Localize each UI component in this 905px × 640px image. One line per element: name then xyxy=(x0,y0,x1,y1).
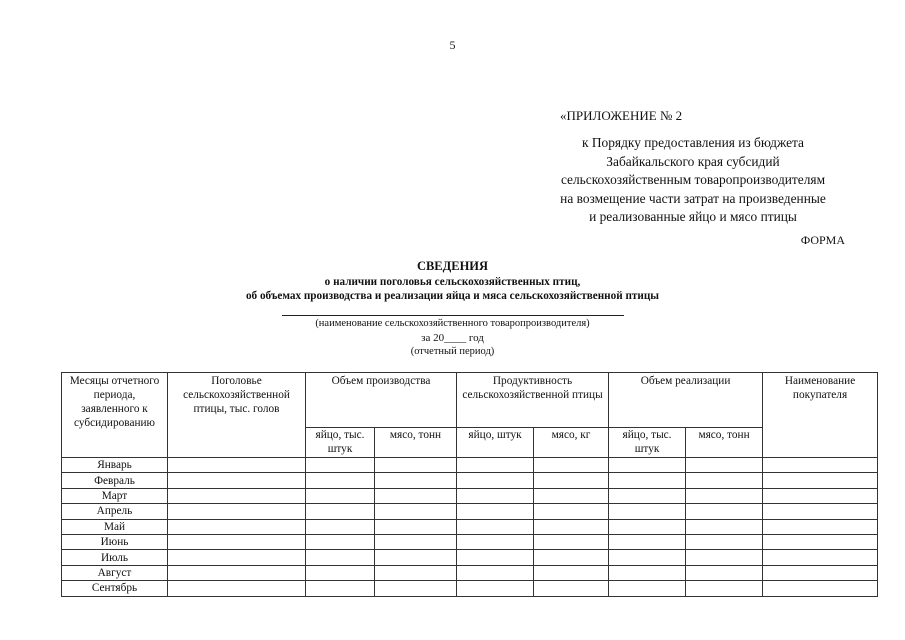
empty-cell xyxy=(609,565,686,580)
empty-cell xyxy=(609,504,686,519)
appendix-reference xyxy=(500,134,886,227)
empty-cell xyxy=(306,504,375,519)
month-cell: Июль xyxy=(62,550,168,565)
empty-cell xyxy=(168,534,306,549)
empty-cell xyxy=(534,458,609,473)
table-row xyxy=(62,519,878,534)
empty-cell xyxy=(168,488,306,503)
month-cell: Май xyxy=(62,519,168,534)
subheader-production-meat: мясо, тонн xyxy=(375,428,457,458)
empty-cell xyxy=(534,519,609,534)
month-cell: Июнь xyxy=(62,534,168,549)
empty-cell xyxy=(168,504,306,519)
empty-cell xyxy=(457,565,534,580)
empty-cell xyxy=(375,458,457,473)
empty-cell xyxy=(686,504,763,519)
month-cell: Январь xyxy=(62,458,168,473)
subheader-productivity-meat: мясо, кг xyxy=(534,428,609,458)
empty-cell xyxy=(763,550,878,565)
empty-cell xyxy=(306,519,375,534)
empty-cell xyxy=(763,519,878,534)
month-cell: Апрель xyxy=(62,504,168,519)
empty-cell xyxy=(609,550,686,565)
subtitle-line: об объемах производства и реализации яйца и мяса сельскохозяйственной птицы xyxy=(245,290,660,302)
empty-cell xyxy=(375,565,457,580)
header-buyer: Наименование покупателя xyxy=(763,373,878,458)
empty-cell xyxy=(686,458,763,473)
empty-cell xyxy=(168,581,306,596)
empty-cell xyxy=(609,473,686,488)
appendix-title: «ПРИЛОЖЕНИЕ № 2 xyxy=(560,108,683,123)
empty-cell xyxy=(375,473,457,488)
empty-cell xyxy=(168,473,306,488)
empty-cell xyxy=(457,488,534,503)
empty-cell xyxy=(763,565,878,580)
empty-cell xyxy=(609,488,686,503)
empty-cell xyxy=(609,581,686,596)
subheader-production-eggs: яйцо, тыс. штук xyxy=(306,428,375,458)
empty-cell xyxy=(457,534,534,549)
empty-cell xyxy=(306,458,375,473)
header-productivity: Продуктивность сельскохозяйственной птицы xyxy=(457,373,609,428)
empty-cell xyxy=(686,565,763,580)
empty-cell xyxy=(168,519,306,534)
appendix-line: и реализованные яйцо и мясо птицы xyxy=(589,209,797,224)
report-table xyxy=(61,372,878,597)
month-cell: Август xyxy=(62,565,168,580)
month-cell: Февраль xyxy=(62,473,168,488)
empty-cell xyxy=(168,565,306,580)
empty-cell xyxy=(457,473,534,488)
table-header-row xyxy=(62,373,878,428)
empty-cell xyxy=(534,534,609,549)
empty-cell xyxy=(375,534,457,549)
empty-cell xyxy=(457,550,534,565)
empty-cell xyxy=(457,504,534,519)
empty-cell xyxy=(306,565,375,580)
appendix-line: сельскохозяйственным товаропроизводителям xyxy=(560,172,826,187)
subheader-sales-eggs: яйцо, тыс. штук xyxy=(609,428,686,458)
empty-cell xyxy=(686,581,763,596)
empty-cell xyxy=(534,565,609,580)
empty-cell xyxy=(457,519,534,534)
empty-cell xyxy=(375,550,457,565)
table-row xyxy=(62,581,878,596)
empty-cell xyxy=(375,581,457,596)
empty-cell xyxy=(534,581,609,596)
header-production: Объем производства xyxy=(306,373,457,428)
period-caption: (отчетный период) xyxy=(410,346,495,357)
empty-cell xyxy=(763,473,878,488)
subheader-productivity-eggs: яйцо, штук xyxy=(457,428,534,458)
form-label: ФОРМА xyxy=(800,233,845,247)
empty-cell xyxy=(534,504,609,519)
empty-cell xyxy=(306,473,375,488)
empty-cell xyxy=(686,473,763,488)
producer-name-field-line xyxy=(282,315,624,316)
empty-cell xyxy=(457,581,534,596)
empty-cell xyxy=(534,550,609,565)
table-row xyxy=(62,473,878,488)
empty-cell xyxy=(686,519,763,534)
empty-cell xyxy=(609,519,686,534)
empty-cell xyxy=(306,534,375,549)
empty-cell xyxy=(609,458,686,473)
empty-cell xyxy=(686,534,763,549)
empty-cell xyxy=(763,504,878,519)
table-row xyxy=(62,550,878,565)
table-row xyxy=(62,534,878,549)
page-number: 5 xyxy=(449,38,456,52)
appendix-line: к Порядку предоставления из бюджета xyxy=(582,135,804,150)
document-subtitle xyxy=(0,275,905,303)
empty-cell xyxy=(763,534,878,549)
empty-cell xyxy=(457,458,534,473)
empty-cell xyxy=(168,550,306,565)
empty-cell xyxy=(306,581,375,596)
header-months: Месяцы отчетного периода, заявленного к субсидированию xyxy=(62,373,168,458)
subheader-sales-meat: мясо, тонн xyxy=(686,428,763,458)
empty-cell xyxy=(375,519,457,534)
header-livestock: Поголовье сельскохозяйственной птицы, тыс. голов xyxy=(168,373,306,458)
empty-cell xyxy=(609,534,686,549)
appendix-line: на возмещение части затрат на произведенные xyxy=(560,190,826,206)
empty-cell xyxy=(534,488,609,503)
month-cell: Сентябрь xyxy=(62,581,168,596)
table-row xyxy=(62,488,878,503)
subtitle-line: о наличии поголовья сельскохозяйственных птиц, xyxy=(324,276,581,288)
producer-caption: (наименование сельскохозяйственного товаропроизводителя) xyxy=(315,318,590,329)
empty-cell xyxy=(306,550,375,565)
table-row xyxy=(62,458,878,473)
table-row xyxy=(62,565,878,580)
header-sales: Объем реализации xyxy=(609,373,763,428)
empty-cell xyxy=(763,458,878,473)
empty-cell xyxy=(375,488,457,503)
appendix-line: Забайкальского края субсидий xyxy=(606,153,780,169)
document-title: СВЕДЕНИЯ xyxy=(416,259,489,273)
empty-cell xyxy=(763,488,878,503)
table-row xyxy=(62,504,878,519)
year-line: за 20____ год xyxy=(421,332,484,344)
empty-cell xyxy=(686,550,763,565)
empty-cell xyxy=(763,581,878,596)
empty-cell xyxy=(534,473,609,488)
table-body xyxy=(62,458,878,597)
empty-cell xyxy=(168,458,306,473)
empty-cell xyxy=(375,504,457,519)
month-cell: Март xyxy=(62,488,168,503)
empty-cell xyxy=(306,488,375,503)
empty-cell xyxy=(686,488,763,503)
